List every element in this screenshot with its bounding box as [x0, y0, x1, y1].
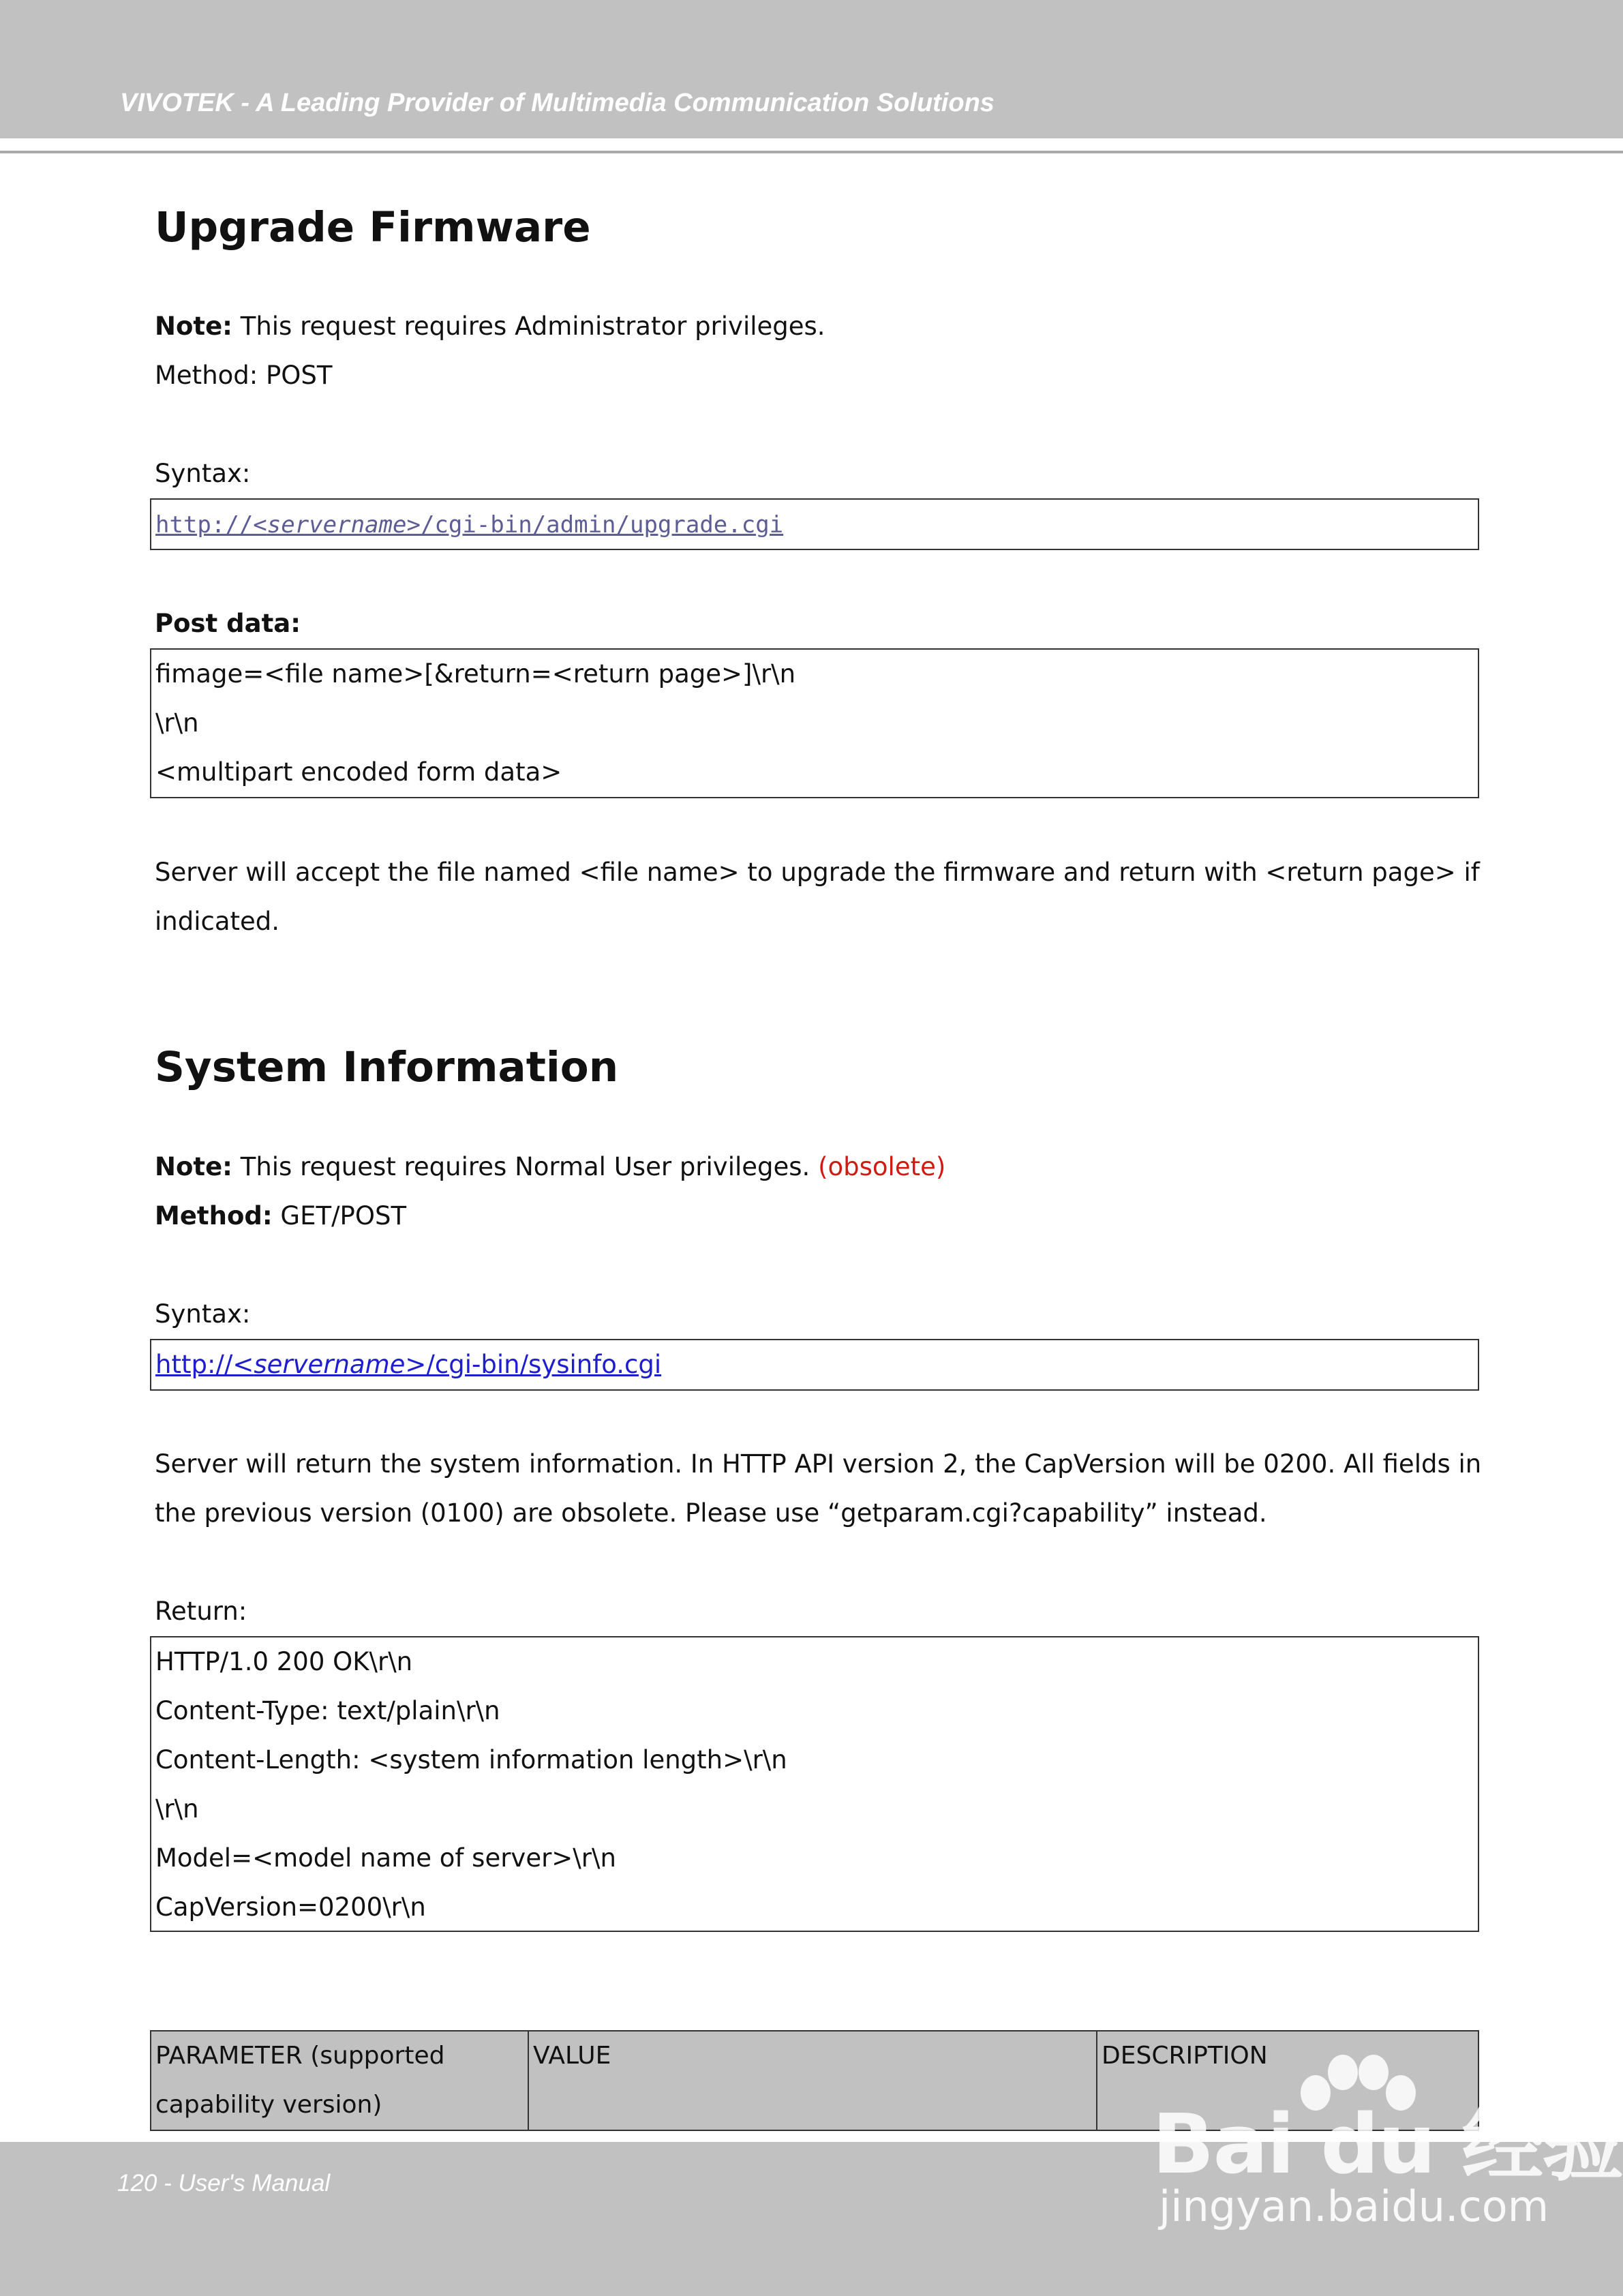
- footer-page-label: 120 - User's Manual: [117, 2170, 331, 2196]
- post-data-box: [150, 648, 1479, 798]
- obsolete-flag: (obsolete): [818, 1152, 946, 1181]
- return-line: \r\n: [155, 1794, 199, 1824]
- post-data-line: \r\n: [155, 708, 199, 738]
- sysinfo-method-label: Method:: [155, 1201, 273, 1230]
- post-data-line: fimage=<file name>[&return=<return page>]\r\n: [155, 659, 796, 689]
- system-information-heading: System Information: [155, 1043, 619, 1091]
- return-line: Content-Type: text/plain\r\n: [155, 1696, 500, 1725]
- upgrade-description: Server will accept the file named <file name> to upgrade the firmware and return with <return page> if indicated.: [155, 858, 1480, 936]
- table-header-value: VALUE: [528, 2031, 1097, 2130]
- post-data-label: Post data:: [155, 609, 301, 638]
- sysinfo-syntax-box: [150, 1339, 1479, 1391]
- watermark-main: Bai du 经验: [1152, 2098, 1623, 2192]
- upgrade-method: Method: POST: [155, 361, 333, 390]
- sysinfo-syntax-link[interactable]: http://<servername>/cgi-bin/sysinfo.cgi: [155, 1350, 662, 1379]
- upgrade-syntax-label: Syntax:: [155, 459, 251, 488]
- return-line: HTTP/1.0 200 OK\r\n: [155, 1647, 413, 1676]
- upgrade-firmware-heading: Upgrade Firmware: [155, 203, 591, 252]
- upgrade-note-text: This request requires Administrator privileges.: [232, 312, 825, 341]
- sysinfo-syntax-label: Syntax:: [155, 1299, 251, 1329]
- table-header-description: DESCRIPTION: [1097, 2031, 1478, 2130]
- return-line: CapVersion=0200\r\n: [155, 1892, 426, 1922]
- return-line: Model=<model name of server>\r\n: [155, 1843, 616, 1873]
- baidu-watermark: [1152, 2052, 1623, 2243]
- sysinfo-note-label: Note:: [155, 1152, 232, 1181]
- return-box: [150, 1636, 1479, 1932]
- upgrade-note-label: Note:: [155, 312, 232, 341]
- header-divider: [0, 151, 1623, 153]
- upgrade-note: [155, 312, 825, 342]
- upgrade-syntax-link[interactable]: http://<servername>/cgi-bin/admin/upgrade.cgi: [155, 511, 784, 539]
- page-header-band: [0, 0, 1623, 138]
- post-data-line: <multipart encoded form data>: [155, 757, 562, 787]
- sysinfo-description: Server will return the system information. In HTTP API version 2, the CapVersion will be 0200. All fields in the previous version (0100) are obsolete. Please use “getparam.cgi?capability” instead.: [155, 1449, 1482, 1528]
- sysinfo-note: [155, 1152, 945, 1182]
- header-title: VIVOTEK - A Leading Provider of Multimedia Communication Solutions: [120, 89, 995, 117]
- sysinfo-note-text: This request requires Normal User privileges.: [232, 1152, 819, 1181]
- return-label: Return:: [155, 1597, 247, 1626]
- watermark-sub: jingyan.baidu.com: [1159, 2181, 1549, 2231]
- sysinfo-method-text: GET/POST: [272, 1201, 407, 1230]
- sysinfo-method: [155, 1201, 406, 1231]
- table-header-parameter: PARAMETER (supported capability version): [151, 2031, 528, 2130]
- upgrade-syntax-box: [150, 498, 1479, 550]
- return-line: Content-Length: <system information length>\r\n: [155, 1745, 787, 1774]
